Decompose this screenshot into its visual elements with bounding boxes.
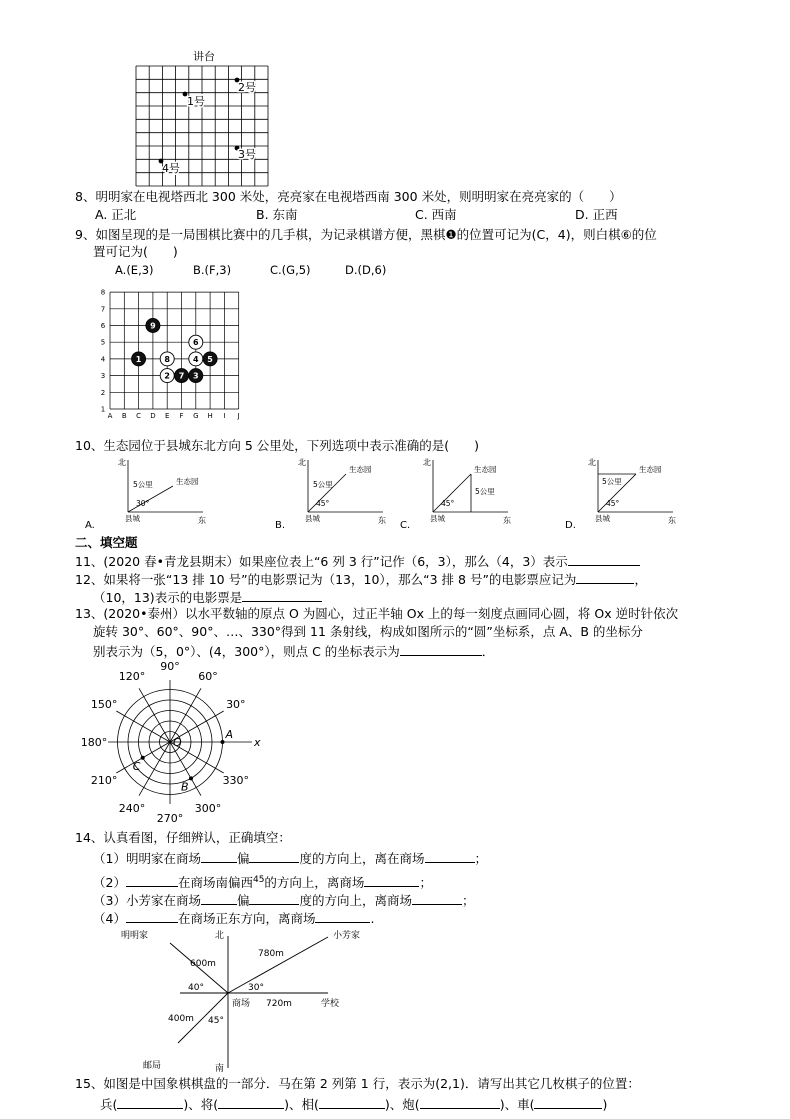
q14-1-blank-1[interactable] (201, 849, 237, 863)
polar-angle-label: 30° (226, 698, 246, 711)
north-label: 北 (588, 458, 596, 467)
q14-2-blank-2[interactable] (364, 873, 419, 887)
seat-2-label: 2号 (238, 81, 256, 94)
q13-line2: 旋转 30°、60°、90°、…、330°得到 11 条射线，构成如图所示的“圆”坐标系，点 A、B 的坐标分 (93, 624, 643, 639)
angle-ming: 40° (188, 983, 204, 993)
north-label: 北 (298, 458, 306, 467)
q8-stem: 8、明明家在电视塔西北 300 米处，亮亮家在电视塔西南 300 米处，则明明家在亮亮家的（ ） (75, 189, 622, 204)
dist-fang: 780m (258, 949, 284, 959)
stone-number: 5 (207, 354, 213, 364)
park-label: 生态园 (474, 465, 497, 474)
q8-option-d: D. 正西 (575, 207, 618, 222)
seat-4-label: 4号 (162, 162, 180, 175)
seat-3-label: 3号 (238, 148, 256, 161)
go-row-label: 3 (100, 372, 106, 381)
stone-number: 4 (193, 354, 199, 364)
go-col-label: J (237, 412, 240, 420)
classroom-figure (134, 48, 274, 190)
polar-ray (139, 742, 170, 796)
q14-1-blank-3[interactable] (425, 849, 475, 863)
q8-option-a: A. 正北 (95, 207, 137, 222)
q9-option-d: D.(D,6) (345, 263, 387, 277)
go-row-label: 2 (100, 388, 106, 397)
go-col-label: A (107, 412, 113, 420)
q9-option-c: C.(G,5) (270, 263, 311, 277)
point-c-label: C (132, 759, 141, 773)
q15-blank-3[interactable] (319, 1095, 385, 1109)
go-row-label: 1 (100, 405, 106, 414)
polar-ray (116, 711, 170, 742)
q13-answer-blank[interactable] (400, 642, 482, 656)
q11-text (75, 552, 640, 570)
q12-answer-blank-2[interactable] (242, 588, 322, 602)
q15-blank-4[interactable] (420, 1095, 500, 1109)
origin-label: O (173, 736, 182, 749)
go-row-label: 5 (100, 338, 106, 347)
east-label: 东 (503, 516, 511, 525)
q14-3-b: 偏 (236, 893, 250, 908)
east-label: 东 (198, 516, 206, 525)
q15-blank-5[interactable] (534, 1095, 602, 1109)
go-col-label: I (223, 412, 226, 420)
polar-angle-label: 330° (222, 774, 250, 787)
post-label: 邮局 (143, 1061, 162, 1071)
q14-3-a: （3）小芳家在商场 (93, 893, 201, 908)
point-a (221, 740, 225, 744)
polar-angle-label: 210° (90, 774, 118, 787)
q15-blank-2[interactable] (218, 1095, 284, 1109)
q14-4-blank-2[interactable] (315, 909, 370, 923)
east-label: 东 (668, 516, 676, 525)
option-letter: B. (275, 520, 286, 531)
q10-diagram (400, 457, 511, 531)
angle-label: 30° (136, 499, 150, 508)
q12-comma: ， (634, 572, 647, 587)
angle-label: 45° (606, 499, 620, 508)
go-row-label: 7 (100, 305, 106, 314)
option-letter: A. (85, 520, 95, 531)
north-label: 北 (214, 931, 224, 941)
q12-line1 (75, 570, 647, 588)
q14-3-blank-2[interactable] (249, 891, 299, 905)
stone-number: 1 (135, 354, 142, 364)
go-col-label: G (193, 412, 199, 420)
q12-stem-2: （10，13)表示的电影票是 (93, 590, 243, 605)
q15-blank-1[interactable] (117, 1095, 183, 1109)
city-label: 县城 (430, 514, 445, 523)
east-label: 东 (378, 516, 386, 525)
stone-number: 8 (164, 354, 170, 364)
platform-caption: 讲台 (193, 50, 215, 63)
q9-option-b: B.(F,3) (193, 263, 232, 277)
q10-diagram (275, 457, 386, 531)
q14-1-c: 度的方向上，离在商场 (299, 851, 425, 866)
fang-ray (228, 937, 328, 993)
dist-school: 720m (266, 999, 292, 1009)
go-col-label: F (179, 412, 184, 420)
park-label: 生态园 (639, 465, 662, 474)
angle-post: 45° (208, 1016, 224, 1026)
q14-4-c: . (370, 911, 375, 926)
q14-2-blank-1[interactable] (126, 873, 178, 887)
go-row-label: 4 (100, 355, 106, 364)
distance-label: 5公里 (313, 480, 333, 489)
point-c (141, 756, 145, 760)
park-label: 生态园 (176, 477, 199, 486)
q14-2-d: ； (419, 875, 432, 891)
q10-diagram (565, 457, 676, 531)
q11-stem: 11、(2020 春•青龙县期末）如果座位表上“6 列 3 行”记作（6，3），那么（4，3）表示 (75, 554, 568, 569)
q12-answer-blank-1[interactable] (576, 570, 634, 584)
fang-label: 小芳家 (333, 931, 361, 941)
q13-period: ． (481, 644, 495, 659)
dist-ming: 600m (190, 959, 216, 969)
angle-label: 45° (316, 499, 330, 508)
q15-ju: )、車( (499, 1097, 535, 1112)
q8-option-b: B. 东南 (256, 207, 298, 222)
polar-angle-label: 240° (118, 801, 146, 815)
seat-1-label: 1号 (187, 95, 205, 108)
q9-option-a: A.(E,3) (115, 263, 154, 277)
q13-line3 (93, 642, 494, 660)
x-axis-label: x (254, 736, 261, 749)
q8-option-c: C. 西南 (415, 207, 457, 222)
q15-jiang: )、将( (183, 1097, 219, 1112)
q9-stem-line2: 置可记为( ) (93, 244, 178, 259)
point-a-label: A (225, 728, 234, 741)
north-label: 北 (118, 458, 126, 467)
q14-3-blank-1[interactable] (201, 891, 237, 905)
go-col-label: D (150, 412, 156, 420)
ming-label: 明明家 (121, 931, 149, 941)
section-fill-in-title: 二、填空题 (75, 535, 138, 550)
q14-2-c: 的方向上，离商场 (264, 875, 365, 891)
city-label: 县城 (125, 514, 140, 523)
q14-1-blank-2[interactable] (249, 849, 299, 863)
q15-answers (100, 1095, 607, 1113)
q14-item-1 (93, 849, 487, 867)
q15-pao: )、炮( (384, 1097, 420, 1112)
stone-number: 3 (193, 371, 199, 381)
option-letter: D. (565, 520, 576, 531)
go-board (98, 283, 258, 423)
park-label: 生态园 (349, 465, 372, 474)
q15-close: ) (602, 1097, 608, 1112)
q11-answer-blank[interactable] (568, 552, 640, 566)
option-letter: C. (400, 520, 411, 531)
q14-item-4 (93, 909, 374, 927)
q14-item-2 (93, 872, 432, 891)
stone-number: 7 (178, 371, 185, 381)
dist-post: 400m (168, 1014, 194, 1024)
q13-stem-3: 别表示为（5，0°）、(4，300°），则点 C 的坐标表示为 (93, 644, 400, 659)
polar-angle-label: 270° (156, 812, 184, 825)
q14-1-a: （1）明明家在商场 (93, 851, 201, 866)
q14-1-b: 偏 (236, 851, 250, 866)
go-row-label: 6 (100, 322, 106, 330)
go-col-label: H (207, 412, 213, 420)
polar-angle-label: 90° (160, 660, 180, 673)
q14-3-d: ； (462, 893, 475, 908)
school-label: 学校 (321, 999, 340, 1009)
polar-angle-label: 180° (80, 736, 108, 749)
distance-label: 5公里 (475, 487, 495, 496)
south-label: 南 (214, 1064, 224, 1074)
angle-label: 45° (441, 499, 455, 508)
q9-stem-line1: 9、如图呈现的是一局围棋比赛中的几手棋，为记录棋谱方便，黑棋❶的位置可记为(C，4)，则白棋⑥的位 (75, 227, 657, 242)
q14-4-b: 在商场正东方向，离商场 (177, 911, 316, 926)
q10-stem: 10、生态园位于县城东北方向 5 公里处，下列选项中表示准确的是( ) (75, 438, 480, 453)
polar-angle-label: 60° (198, 670, 218, 684)
go-row-label: 8 (100, 288, 106, 297)
angle-fang: 30° (248, 983, 264, 993)
distance-label: 5公里 (602, 477, 622, 486)
direction-ray (128, 486, 173, 512)
point-b (189, 776, 193, 780)
q14-stem: 14、认真看图，仔细辨认，正确填空： (75, 830, 291, 845)
q12-stem: 12、如果将一张“13 排 10 号”的电影票记为（13，10），那么“3 排 8 号”的电影票应记为 (75, 572, 577, 587)
go-col-label: E (164, 412, 170, 420)
q14-item-3 (93, 891, 475, 909)
q15-bing: 兵( (100, 1097, 118, 1112)
stone-number: 9 (150, 321, 156, 331)
q14-2-a: （2） (93, 875, 126, 891)
go-col-label: C (136, 412, 142, 420)
city-label: 县城 (305, 514, 320, 523)
q14-1-d: ； (474, 851, 488, 866)
stone-number: 2 (164, 371, 170, 381)
city-label: 县城 (595, 514, 610, 523)
q14-3-blank-3[interactable] (412, 891, 462, 905)
polar-angle-label: 300° (194, 801, 222, 815)
polar-coordinate-figure (70, 660, 270, 830)
q14-4-a: （4） (93, 911, 126, 926)
distance-label: 5公里 (133, 480, 153, 489)
polar-ray (139, 688, 170, 742)
mall-label: 商场 (232, 999, 251, 1009)
q10-diagrams (85, 455, 676, 531)
q15-stem: 15、如图是中国象棋棋盘的一部分．马在第 2 列第 1 行，表示为(2,1)．请写出其它几枚棋子的位置： (75, 1076, 640, 1091)
point-b-label: B (181, 780, 189, 794)
q12-line2 (93, 588, 322, 606)
q10-diagram (85, 457, 206, 531)
q13-line1: 13、(2020•泰州）以水平数轴的原点 O 为圆心，过正半轴 Ox 上的每一刻度点画同心圆，将 Ox 逆时针依次 (75, 606, 679, 621)
q14-2-b: 在商场南偏西 (177, 875, 253, 891)
q14-2-sup: 45 (252, 875, 265, 885)
go-col-label: B (121, 412, 127, 420)
stone-number: 6 (193, 338, 199, 348)
polar-angle-label: 150° (90, 698, 118, 711)
north-label: 北 (423, 458, 431, 467)
mall-direction-map (121, 928, 380, 1074)
q15-xiang: )、相( (284, 1097, 319, 1112)
q14-3-c: 度的方向上，离商场 (299, 893, 412, 908)
q14-4-blank-1[interactable] (126, 909, 178, 923)
polar-angle-label: 120° (118, 670, 146, 684)
polar-ray (170, 688, 201, 742)
